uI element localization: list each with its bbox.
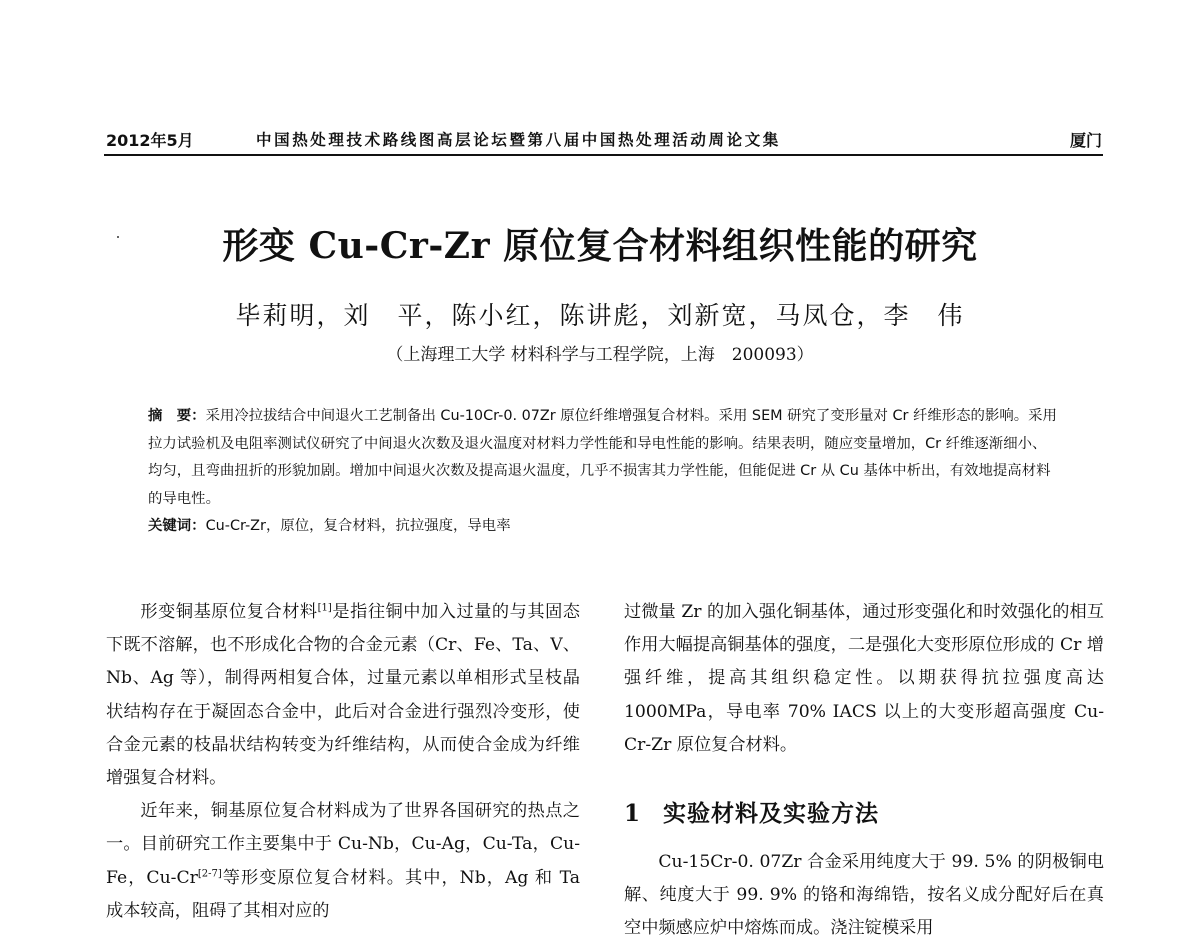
- body-text: 是指往铜中加入过量的与其固态下既不溶解，也不形成化合物的合金元素（Cr、Fe、Ta、V、Nb、Ag 等），制得两相复合体，过量元素以单相形式呈枝晶状结构存在于凝固态合金中，此后对合金进行强烈冷变形，使合金元素的枝晶状结构转变为纤维结构，从而使合金成为纤维增强复合材料。: [106, 602, 580, 789]
- citation-ref: [2-7]: [197, 867, 222, 879]
- citation-ref: [1]: [317, 602, 332, 614]
- section-heading: [624, 795, 879, 828]
- body-text: 形变铜基原位复合材料: [140, 602, 318, 622]
- body-paragraph: Cu-15Cr-0. 07Zr 合金采用纯度大于 99. 5% 的阴极铜电解、纯度大于 99. 9% 的铬和海绵锆，按名义成分配好后在真空中频感应炉中熔炼而成。浇注锭模采用: [624, 852, 1104, 939]
- abstract-paragraph: [148, 403, 1058, 513]
- section-body: [624, 846, 1104, 946]
- section-title: 实验材料及实验方法: [663, 800, 880, 827]
- header-series-title: 中国热处理技术路线图高层论坛暨第八届中国热处理活动周论文集: [256, 131, 781, 149]
- abstract-block: [148, 403, 1058, 541]
- keywords-line: [148, 513, 1058, 541]
- paper-title: 形变 Cu-Cr-Zr 原位复合材料组织性能的研究: [222, 225, 978, 267]
- header-rule: [104, 154, 1103, 156]
- running-header: [106, 126, 1102, 156]
- header-place: 厦门: [1069, 131, 1102, 150]
- body-text: 等形变原位复合材料。其中，Nb，Ag 和 Ta 成本较高，阻碍了其相对应的: [106, 867, 580, 921]
- body-paragraph: [106, 795, 580, 928]
- paper-authors: 毕莉明，刘 平，陈小红，陈讲彪，刘新宽，马凤仓，李 伟: [235, 301, 965, 330]
- section-number: 1: [624, 800, 642, 827]
- body-paragraph-continued: 过微量 Zr 的加入强化铜基体，通过形变强化和时效强化的相互作用大幅提高铜基体的强度，二是强化大变形原位形成的 Cr 增强纤维，提高其组织稳定性。以期获得抗拉强度高达 1000MPa，导电率 70% IACS 以上的大变形超高强度 Cu-Cr-Zr 原位复合材料。: [624, 602, 1104, 755]
- abstract-text: 采用冷拉拔结合中间退火工艺制备出 Cu-10Cr-0. 07Zr 原位纤维增强复合材料。采用 SEM 研究了变形量对 Cr 纤维形态的影响。采用拉力试验机及电阻率测试仪研究了中间退火次数及退火温度对材料力学性能和导电性能的影响。结果表明，随应变量增加，Cr 纤维逐渐细小、均匀，且弯曲扭折的形貌加剧。增加中间退火次数及提高退火温度，几乎不损害其力学性能，但能促进 Cr 从 Cu 基体中析出，有效地提高材料的导电性。: [148, 408, 1057, 507]
- keywords-label: 关键词：: [148, 518, 206, 534]
- body-left-column: [106, 596, 580, 928]
- paper-affiliation: （上海理工大学 材料科学与工程学院，上海 200093）: [386, 345, 814, 365]
- abstract-label: 摘 要：: [148, 408, 206, 424]
- body-paragraph: [106, 596, 580, 795]
- body-text: 近年来，铜基原位复合材料成为了世界各国研究的热点之一。目前研究工作主要集中于 Cu-Nb，Cu-Ag，Cu-Ta，Cu-Fe，Cu-Cr: [106, 801, 580, 888]
- header-date: 2012年5月: [106, 131, 194, 150]
- keywords-text: Cu-Cr-Zr，原位，复合材料，抗拉强度，导电率: [205, 518, 511, 534]
- body-right-column: [624, 596, 1104, 762]
